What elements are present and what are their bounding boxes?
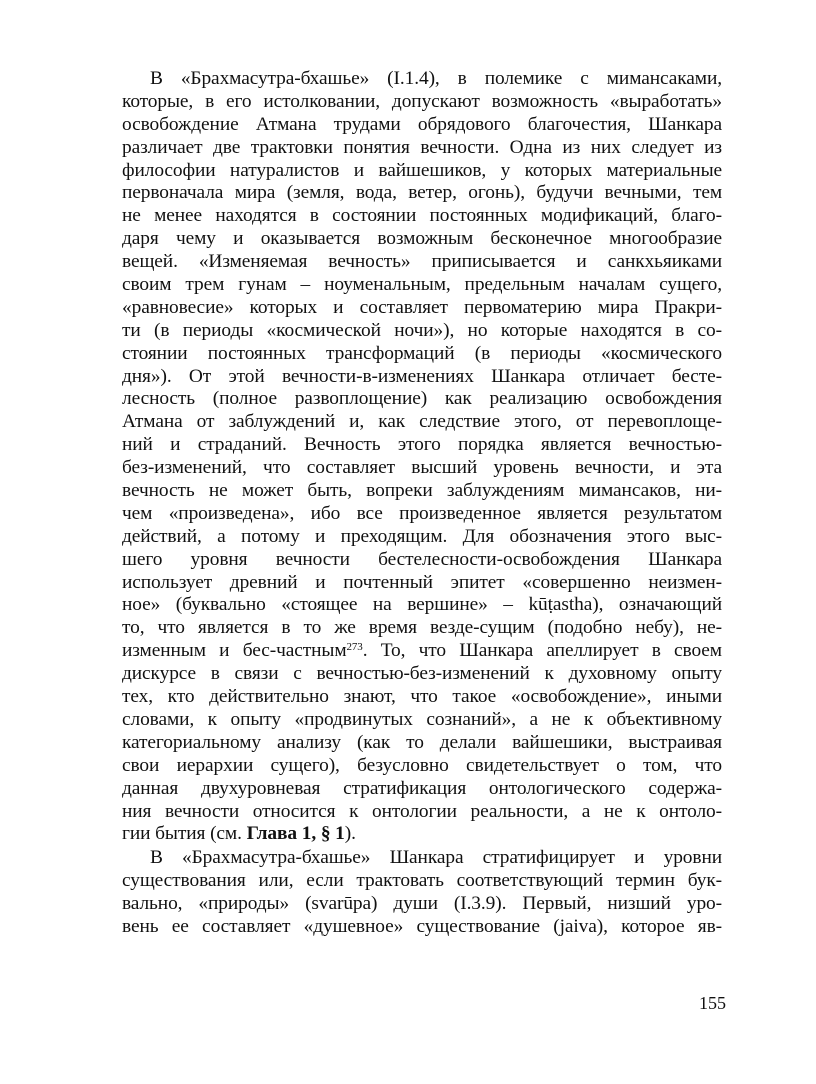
text-line: свои иерархии сущего), безусловно свидетельствует о том, что bbox=[122, 754, 722, 776]
text-line: ния вечности относится к онтологии реальности, а не к онтоло- bbox=[122, 800, 722, 822]
text-line: чем «произведена», ибо все произведенное является результатом bbox=[122, 502, 722, 524]
text-line: вещей. «Изменяемая вечность» приписывается и санкхьяиками bbox=[122, 251, 722, 273]
text-line: которые, в его истолковании, допускают возможность «выработать» bbox=[122, 90, 722, 112]
text-fragment: ). bbox=[344, 823, 356, 845]
text-line-with-footnote bbox=[122, 640, 722, 663]
text-fragment: . То, что Шанкара апеллирует в своем bbox=[362, 640, 722, 662]
page-number: 155 bbox=[699, 993, 726, 1013]
footnote-marker[interactable]: 273 bbox=[346, 641, 363, 654]
text-line: Атмана от заблуждений и, как следствие этого, от перевоплоще- bbox=[122, 411, 722, 433]
text-line: «равновесие» которых и составляет первоматерию мира Пракри- bbox=[122, 296, 722, 318]
text-line: стоянии постоянных трансформаций (в периоды «космического bbox=[122, 342, 722, 364]
text-fragment: гии бытия (см. bbox=[122, 823, 247, 845]
text-line: данная двухуровневая стратификация онтологического содержа- bbox=[122, 777, 722, 799]
text-line: шего уровня вечности бестелесности-освобождения Шанкара bbox=[122, 548, 722, 570]
paragraph-1 bbox=[122, 68, 722, 846]
text-line: лесность (полное развоплощение) как реализацию освобождения bbox=[122, 388, 722, 410]
text-line: существования или, если трактовать соответствующий термин бук- bbox=[122, 870, 722, 892]
text-line: философии натуралистов и вайшешиков, у которых материальные bbox=[122, 159, 722, 181]
text-line: своим трем гунам – ноуменальным, предельным началам сущего, bbox=[122, 274, 722, 296]
text-line: ти (в периоды «космической ночи»), но которые находятся в со- bbox=[122, 319, 722, 341]
text-line: использует древний и почтенный эпитет «совершенно неизмен- bbox=[122, 571, 722, 593]
paragraph-2 bbox=[122, 847, 722, 939]
text-line: вально, «природы» (svarūpa) души (I.3.9). Первый, низший уро- bbox=[122, 893, 722, 915]
text-fragment: изменным и бес-частным bbox=[122, 640, 347, 662]
text-line: освобождение Атмана трудами обрядового благочестия, Шанкара bbox=[122, 113, 722, 135]
text-line-last bbox=[122, 823, 722, 846]
text-line: без-изменений, что составляет высший уровень вечности, и эта bbox=[122, 457, 722, 479]
chapter-reference: Глава 1, § 1 bbox=[246, 823, 345, 845]
text-line: вечность не может быть, вопреки заблуждениям мимансаков, ни- bbox=[122, 480, 722, 502]
text-line: дискурсе в связи с вечностью-без-изменений к духовному опыту bbox=[122, 663, 722, 685]
text-line: даря чему и оказывается возможным бесконечное многообразие bbox=[122, 228, 722, 250]
text-line: различает две трактовки понятия вечности. Одна из них следует из bbox=[122, 136, 722, 158]
text-line: дня»). От этой вечности-в-изменениях Шанкара отличает бесте- bbox=[122, 365, 722, 387]
body-text bbox=[122, 68, 722, 939]
text-line: словами, к опыту «продвинутых сознаний», а не к объективному bbox=[122, 708, 722, 730]
text-line: вень ее составляет «душевное» существование (jaiva), которое яв- bbox=[122, 915, 722, 937]
text-line: тех, кто действительно знают, что такое «освобождение», иными bbox=[122, 686, 722, 708]
text-line: ний и страданий. Вечность этого порядка является вечностью- bbox=[122, 434, 722, 456]
text-line: В «Брахмасутра-бхашье» (I.1.4), в полемике с мимансаками, bbox=[150, 68, 722, 89]
text-line: первоначала мира (земля, вода, ветер, огонь), будучи вечными, тем bbox=[122, 182, 722, 204]
text-line: ное» (буквально «стоящее на вершине» – kūṭastha), означающий bbox=[122, 594, 722, 616]
text-line: категориальному анализу (как то делали вайшешики, выстраивая bbox=[122, 731, 722, 753]
text-line: не менее находятся в состоянии постоянных модификаций, благо- bbox=[122, 205, 722, 227]
text-line: действий, а потому и преходящим. Для обозначения этого выс- bbox=[122, 525, 722, 547]
text-line: В «Брахмасутра-бхашье» Шанкара стратифицирует и уровни bbox=[150, 847, 722, 869]
text-line: то, что является в то же время везде-сущим (подобно небу), не- bbox=[122, 617, 722, 639]
